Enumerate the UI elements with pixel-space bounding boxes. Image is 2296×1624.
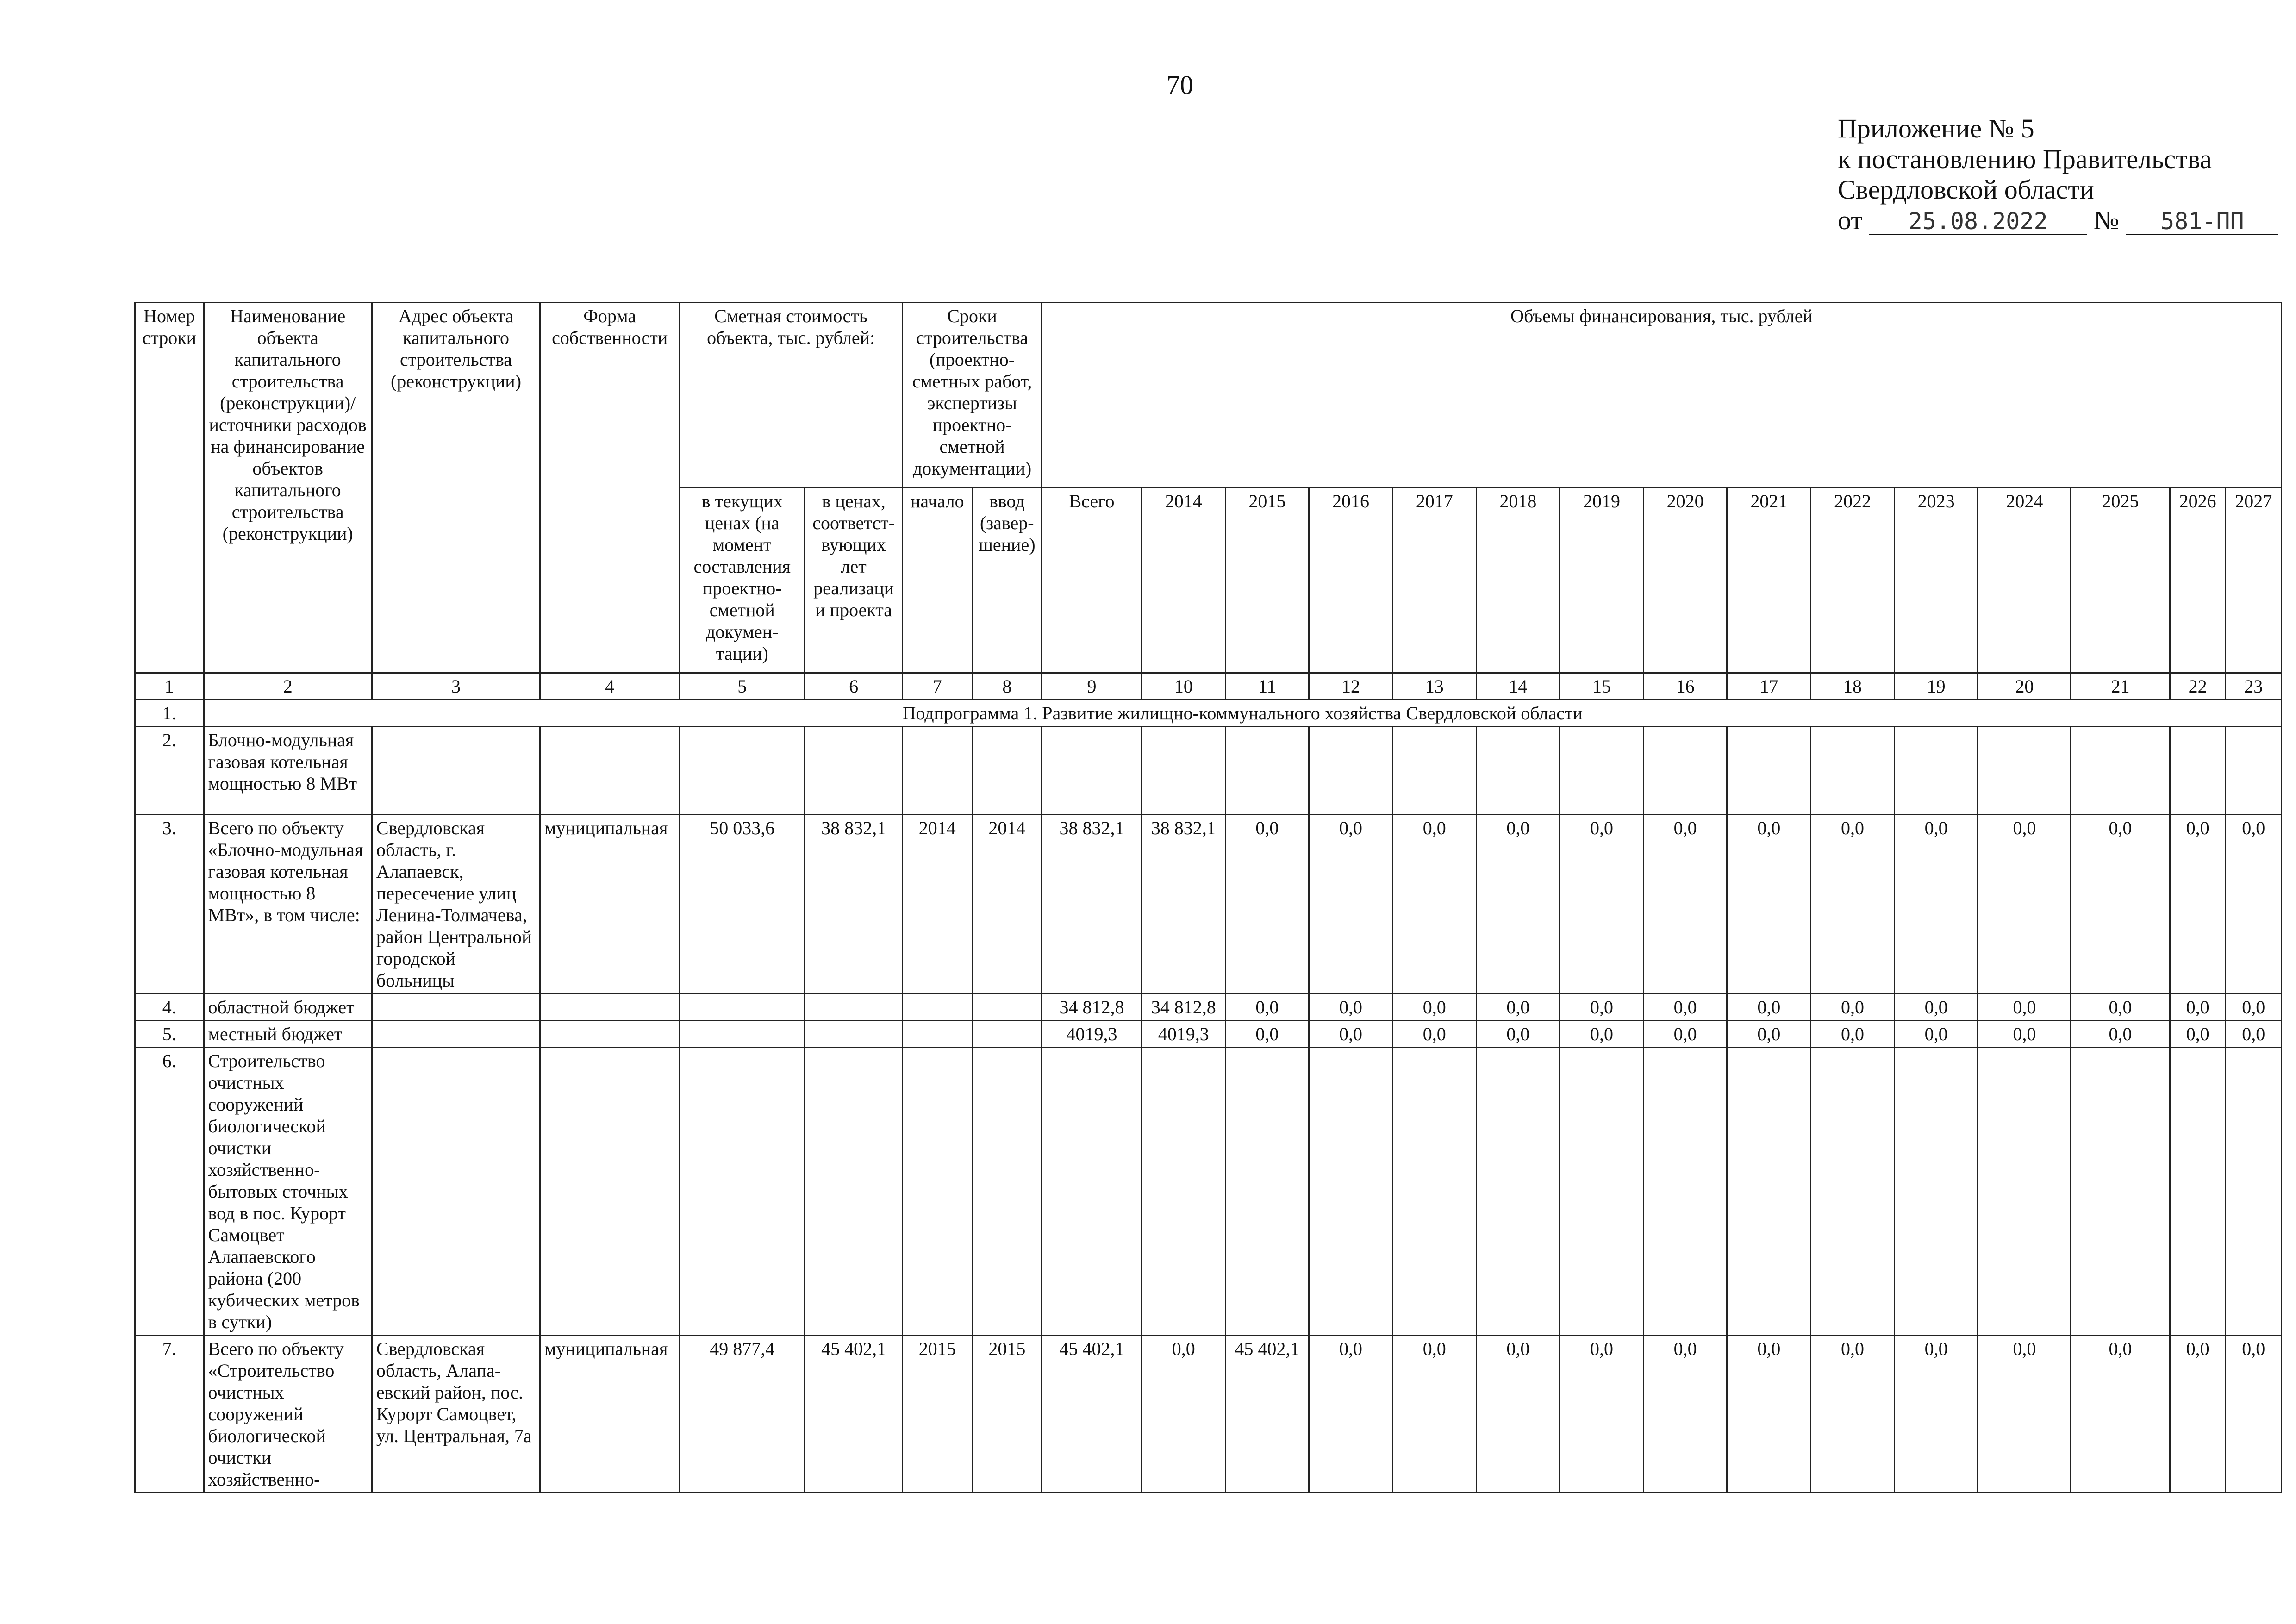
year-value-cell: 0,0: [1392, 994, 1476, 1021]
column-number: 8: [972, 673, 1042, 700]
header-row-number: Номер строки: [135, 303, 204, 673]
year-value-cell: 0,0: [1978, 1021, 2071, 1048]
total-cell: 38 832,1: [1042, 815, 1142, 994]
address-cell: Свердловская область, Алапа-евский район, пос. Курорт Самоцвет, ул. Центральная, 7а: [372, 1336, 540, 1493]
column-number: 20: [1978, 673, 2071, 700]
table-row: [135, 1021, 2282, 1048]
column-number: 2: [204, 673, 372, 700]
total-cell: [1042, 727, 1142, 815]
year-value-cell: 0,0: [2170, 815, 2225, 994]
column-number: 4: [540, 673, 680, 700]
year-value-cell: 0,0: [1643, 1021, 1727, 1048]
appendix-line-2: к постановлению Правительства: [1838, 144, 2212, 174]
year-value-cell: 0,0: [1643, 994, 1727, 1021]
total-cell: [1042, 1048, 1142, 1336]
year-value-cell: 0,0: [1392, 815, 1476, 994]
year-value-cell: [1727, 727, 1811, 815]
address-cell: [372, 994, 540, 1021]
column-number: 23: [2226, 673, 2282, 700]
year-value-cell: 0,0: [1392, 1021, 1476, 1048]
year-value-cell: 0,0: [2226, 1021, 2282, 1048]
year-value-cell: 0,0: [1727, 815, 1811, 994]
end-year-cell: 2015: [972, 1336, 1042, 1493]
ownership-cell: [540, 994, 680, 1021]
header-year: 2023: [1894, 488, 1978, 673]
appendix-date-line: [1838, 205, 2278, 236]
column-number: 6: [805, 673, 903, 700]
cost-years-cell: [805, 994, 903, 1021]
year-value-cell: 0,0: [2170, 994, 2225, 1021]
row-number: 2.: [135, 727, 204, 815]
year-value-cell: 38 832,1: [1142, 815, 1225, 994]
ownership-cell: [540, 1021, 680, 1048]
year-value-cell: 0,0: [2071, 1336, 2170, 1493]
year-value-cell: [1978, 727, 2071, 815]
header-year: 2018: [1476, 488, 1560, 673]
cost-current-cell: [680, 1021, 805, 1048]
financing-table: [134, 302, 2282, 1493]
year-value-cell: 0,0: [2226, 994, 2282, 1021]
year-value-cell: 0,0: [1811, 1336, 1895, 1493]
row-number: 7.: [135, 1336, 204, 1493]
header-year: 2016: [1309, 488, 1393, 673]
ownership-cell: муниципальная: [540, 815, 680, 994]
year-value-cell: 0,0: [1727, 994, 1811, 1021]
header-year: 2019: [1560, 488, 1644, 673]
header-address: Адрес объекта капитального строительства (реконструкции): [372, 303, 540, 673]
cost-current-cell: [680, 994, 805, 1021]
year-value-cell: 4019,3: [1142, 1021, 1225, 1048]
year-value-cell: 0,0: [1643, 1336, 1727, 1493]
column-number: 17: [1727, 673, 1811, 700]
header-start: начало: [903, 488, 973, 673]
cost-years-cell: 38 832,1: [805, 815, 903, 994]
year-value-cell: [2170, 1048, 2225, 1336]
header-estimated-cost: Сметная стоимость объекта, тыс. рублей:: [680, 303, 903, 488]
appendix-line-3: Свердловской области: [1838, 175, 2094, 205]
number-label: №: [2093, 205, 2119, 235]
cost-years-cell: [805, 1021, 903, 1048]
year-value-cell: 0,0: [2071, 815, 2170, 994]
year-value-cell: 0,0: [1476, 1021, 1560, 1048]
year-value-cell: 0,0: [1225, 815, 1309, 994]
year-value-cell: [1142, 1048, 1225, 1336]
row-number: 4.: [135, 994, 204, 1021]
year-value-cell: [1560, 727, 1644, 815]
table-row: [135, 815, 2282, 994]
header-year: 2027: [2226, 488, 2282, 673]
object-name-cell: Всего по объекту «Блочно-модульная газовая котельная мощностью 8 МВт», в том числе:: [204, 815, 372, 994]
header-end: ввод (завер-шение): [972, 488, 1042, 673]
year-value-cell: [2170, 727, 2225, 815]
address-cell: [372, 1048, 540, 1336]
year-value-cell: 0,0: [1309, 1021, 1393, 1048]
appendix-title: Приложение № 5: [1838, 113, 2034, 144]
year-value-cell: [1811, 727, 1895, 815]
header-year: 2014: [1142, 488, 1225, 673]
start-year-cell: [903, 1048, 973, 1336]
column-number: 13: [1392, 673, 1476, 700]
header-year: 2017: [1392, 488, 1476, 673]
start-year-cell: [903, 1021, 973, 1048]
column-number: 15: [1560, 673, 1644, 700]
year-value-cell: 0,0: [2071, 994, 2170, 1021]
object-name-cell: Строительство очистных сооружений биологической очистки хозяйственно-бытовых сточных вод в пос. Курорт Самоцвет Алапаевского района (200 кубических метров в сутки): [204, 1048, 372, 1336]
table-row: [135, 1336, 2282, 1493]
year-value-cell: 0,0: [1142, 1336, 1225, 1493]
cost-current-cell: 49 877,4: [680, 1336, 805, 1493]
data-rows: [135, 727, 2282, 1493]
address-cell: Свердловская область, г. Алапаевск, пересечение улиц Ленина-Толмачева, район Центральной городской больницы: [372, 815, 540, 994]
row-number: 5.: [135, 1021, 204, 1048]
end-year-cell: [972, 727, 1042, 815]
year-value-cell: 0,0: [1978, 1336, 2071, 1493]
column-number: 16: [1643, 673, 1727, 700]
year-value-cell: [1727, 1048, 1811, 1336]
year-value-cell: 0,0: [2226, 815, 2282, 994]
object-name-cell: Всего по объекту «Строительство очистных сооружений биологической очистки хозяйственно-: [204, 1336, 372, 1493]
year-value-cell: [1476, 727, 1560, 815]
year-value-cell: 0,0: [1727, 1021, 1811, 1048]
year-value-cell: 0,0: [1309, 1336, 1393, 1493]
year-value-cell: [1894, 727, 1978, 815]
address-cell: [372, 727, 540, 815]
year-value-cell: 0,0: [1309, 815, 1393, 994]
total-cell: 4019,3: [1042, 1021, 1142, 1048]
column-number: 1: [135, 673, 204, 700]
year-value-cell: [1643, 727, 1727, 815]
header-object-name: Наименование объекта капитального строительства (реконструкции)/ источники расходов на финансирование объектов капитального строительства (реконструкции): [204, 303, 372, 673]
start-year-cell: 2015: [903, 1336, 973, 1493]
year-value-cell: 0,0: [1811, 1021, 1895, 1048]
year-value-cell: 0,0: [1476, 1336, 1560, 1493]
year-value-cell: 34 812,8: [1142, 994, 1225, 1021]
year-value-cell: [1142, 727, 1225, 815]
column-number: 21: [2071, 673, 2170, 700]
column-number: 19: [1894, 673, 1978, 700]
year-value-cell: 0,0: [1476, 994, 1560, 1021]
year-value-cell: 0,0: [1978, 994, 2071, 1021]
header-year: 2025: [2071, 488, 2170, 673]
object-name-cell: Блочно-модульная газовая котельная мощностью 8 МВт: [204, 727, 372, 815]
total-cell: 34 812,8: [1042, 994, 1142, 1021]
year-value-cell: 0,0: [1225, 1021, 1309, 1048]
year-value-cell: [1643, 1048, 1727, 1336]
decree-date: 25.08.2022: [1869, 209, 2087, 235]
header-cost-current: в текущих ценах (на момент составления проектно-сметной докумен-тации): [680, 488, 805, 673]
row-number: 6.: [135, 1048, 204, 1336]
year-value-cell: 0,0: [1643, 815, 1727, 994]
column-number: 22: [2170, 673, 2225, 700]
year-value-cell: [1811, 1048, 1895, 1336]
year-value-cell: [1309, 727, 1393, 815]
cost-current-cell: [680, 1048, 805, 1336]
column-number: 5: [680, 673, 805, 700]
address-cell: [372, 1021, 540, 1048]
object-name-cell: местный бюджет: [204, 1021, 372, 1048]
end-year-cell: 2014: [972, 815, 1042, 994]
row-number: 1.: [135, 700, 204, 727]
header-year: 2020: [1643, 488, 1727, 673]
year-value-cell: [1476, 1048, 1560, 1336]
object-name-cell: областной бюджет: [204, 994, 372, 1021]
year-value-cell: 0,0: [1392, 1336, 1476, 1493]
year-value-cell: [1225, 727, 1309, 815]
year-value-cell: 0,0: [1894, 1021, 1978, 1048]
year-value-cell: 0,0: [2170, 1021, 2225, 1048]
header-year: 2026: [2170, 488, 2225, 673]
year-value-cell: [1392, 727, 1476, 815]
year-value-cell: 0,0: [1978, 815, 2071, 994]
year-value-cell: 0,0: [2071, 1021, 2170, 1048]
table-row: [135, 727, 2282, 815]
column-number: 10: [1142, 673, 1225, 700]
start-year-cell: 2014: [903, 815, 973, 994]
cost-years-cell: [805, 1048, 903, 1336]
table-row: [135, 1048, 2282, 1336]
from-label: от: [1838, 205, 1863, 235]
column-number: 9: [1042, 673, 1142, 700]
year-value-cell: [2226, 1048, 2282, 1336]
year-value-cell: 0,0: [1894, 1336, 1978, 1493]
year-value-cell: 0,0: [1560, 1336, 1644, 1493]
year-value-cell: 0,0: [1811, 815, 1895, 994]
header-cost-years: в ценах, соответст-вующих лет реализации проекта: [805, 488, 903, 673]
year-value-cell: [2226, 727, 2282, 815]
year-value-cell: [1978, 1048, 2071, 1336]
header-year: 2015: [1225, 488, 1309, 673]
year-value-cell: [2071, 1048, 2170, 1336]
decree-number: 581-ПП: [2126, 209, 2278, 235]
year-value-cell: 0,0: [1811, 994, 1895, 1021]
year-value-cell: 0,0: [1560, 994, 1644, 1021]
column-number: 7: [903, 673, 973, 700]
header-funding: Объемы финансирования, тыс. рублей: [1042, 303, 2282, 488]
cost-current-cell: 50 033,6: [680, 815, 805, 994]
year-value-cell: [1894, 1048, 1978, 1336]
header-year: 2024: [1978, 488, 2071, 673]
header-ownership: Форма собственности: [540, 303, 680, 673]
column-number: 12: [1309, 673, 1393, 700]
page-number: 70: [1167, 70, 1193, 100]
year-value-cell: 0,0: [2226, 1336, 2282, 1493]
subprogram-title: Подпрограмма 1. Развитие жилищно-коммунального хозяйства Свердловской области: [204, 700, 2281, 727]
year-value-cell: 0,0: [1560, 1021, 1644, 1048]
cost-current-cell: [680, 727, 805, 815]
year-value-cell: 0,0: [1894, 815, 1978, 994]
column-number: 3: [372, 673, 540, 700]
year-value-cell: [1560, 1048, 1644, 1336]
appendix-block: [1838, 113, 2278, 236]
end-year-cell: [972, 1048, 1042, 1336]
year-value-cell: [2071, 727, 2170, 815]
ownership-cell: [540, 1048, 680, 1336]
end-year-cell: [972, 994, 1042, 1021]
column-number: 11: [1225, 673, 1309, 700]
cost-years-cell: [805, 727, 903, 815]
year-value-cell: [1225, 1048, 1309, 1336]
year-value-cell: 0,0: [1309, 994, 1393, 1021]
row-number: 3.: [135, 815, 204, 994]
column-number: 18: [1811, 673, 1895, 700]
column-number-row: [135, 673, 2282, 700]
ownership-cell: муниципальная: [540, 1336, 680, 1493]
column-number: 14: [1476, 673, 1560, 700]
year-value-cell: 0,0: [1560, 815, 1644, 994]
start-year-cell: [903, 994, 973, 1021]
table-row: [135, 994, 2282, 1021]
header-year: 2022: [1811, 488, 1895, 673]
year-value-cell: 0,0: [1894, 994, 1978, 1021]
ownership-cell: [540, 727, 680, 815]
header-row-1: [135, 303, 2282, 488]
header-year: 2021: [1727, 488, 1811, 673]
cost-years-cell: 45 402,1: [805, 1336, 903, 1493]
total-cell: 45 402,1: [1042, 1336, 1142, 1493]
year-value-cell: [1392, 1048, 1476, 1336]
header-total: Всего: [1042, 488, 1142, 673]
year-value-cell: 45 402,1: [1225, 1336, 1309, 1493]
start-year-cell: [903, 727, 973, 815]
year-value-cell: 0,0: [1225, 994, 1309, 1021]
year-value-cell: 0,0: [1727, 1336, 1811, 1493]
year-value-cell: 0,0: [2170, 1336, 2225, 1493]
header-terms: Сроки строительства (проектно-сметных работ, экспертизы проектно-сметной документации): [903, 303, 1042, 488]
year-value-cell: 0,0: [1476, 815, 1560, 994]
end-year-cell: [972, 1021, 1042, 1048]
subprogram-row: [135, 700, 2282, 727]
year-value-cell: [1309, 1048, 1393, 1336]
